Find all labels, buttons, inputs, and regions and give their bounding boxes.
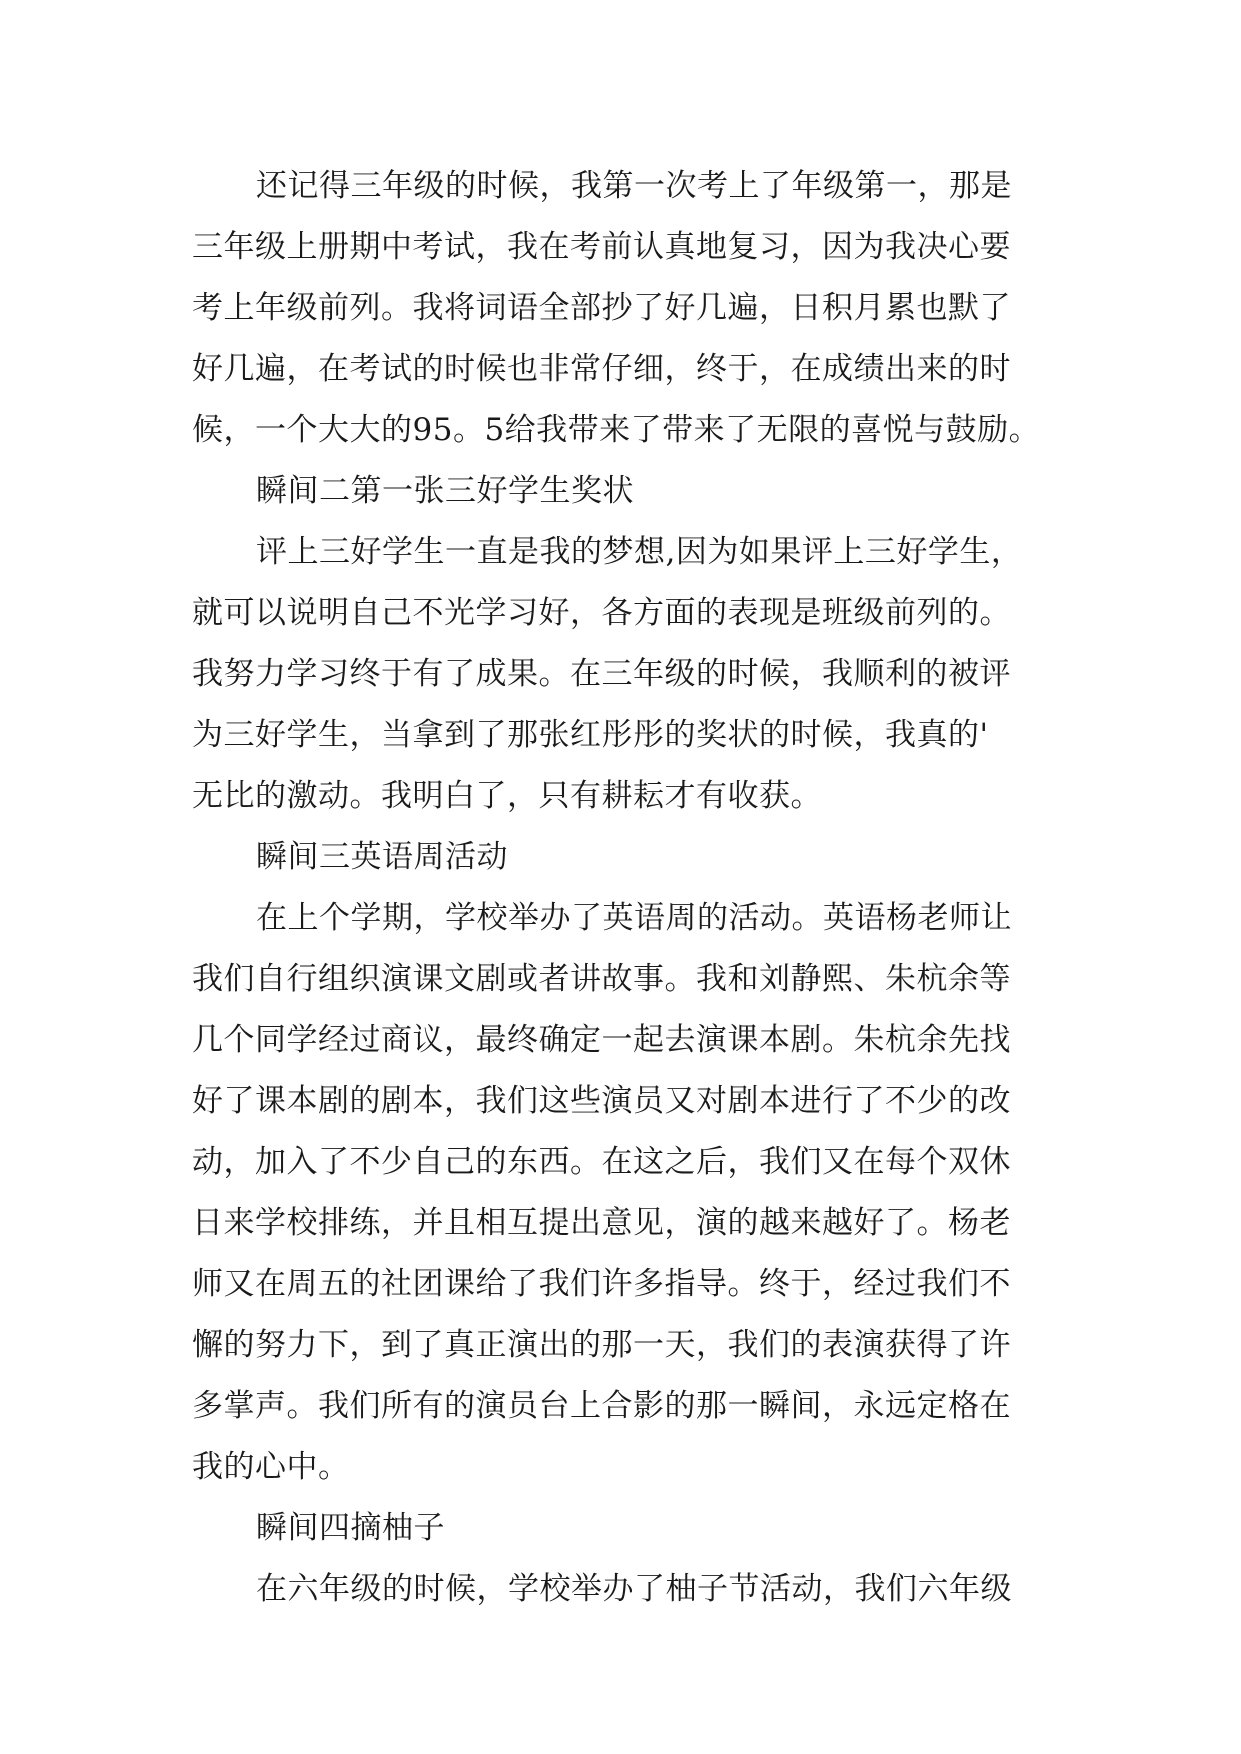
section-heading: 瞬间三英语周活动 bbox=[256, 839, 508, 875]
paragraph-line: 我们自行组织演课文剧或者讲故事。我和刘静熙、朱杭余等 bbox=[192, 961, 1011, 997]
section-heading: 瞬间四摘柚子 bbox=[256, 1510, 445, 1546]
paragraph-line: 无比的激动。我明白了，只有耕耘才有收获。 bbox=[192, 778, 822, 814]
document-body bbox=[192, 156, 1072, 1620]
paragraph-line: 考上年级前列。我将词语全部抄了好几遍，日积月累也默了 bbox=[192, 290, 1011, 326]
paragraph-line: 三年级上册期中考试，我在考前认真地复习，因为我决心要 bbox=[192, 229, 1011, 265]
section-heading: 瞬间二第一张三好学生奖状 bbox=[256, 473, 634, 509]
paragraph-line: 几个同学经过商议，最终确定一起去演课本剧。朱杭余先找 bbox=[192, 1022, 1011, 1058]
paragraph-line: 就可以说明自己不光学习好，各方面的表现是班级前列的。 bbox=[192, 595, 1011, 631]
paragraph-line: 懈的努力下，到了真正演出的那一天，我们的表演获得了许 bbox=[192, 1327, 1011, 1363]
paragraph-line: 师又在周五的社团课给了我们许多指导。终于，经过我们不 bbox=[192, 1266, 1011, 1302]
paragraph-line: 在六年级的时候，学校举办了柚子节活动，我们六年级 bbox=[256, 1571, 1012, 1607]
paragraph-line: 好了课本剧的剧本，我们这些演员又对剧本进行了不少的改 bbox=[192, 1083, 1011, 1119]
paragraph-line: 还记得三年级的时候，我第一次考上了年级第一，那是 bbox=[256, 168, 1012, 204]
paragraph-line: 我的心中。 bbox=[192, 1449, 350, 1485]
paragraph-line: 评上三好学生一直是我的梦想,因为如果评上三好学生， bbox=[256, 534, 1023, 570]
paragraph-line: 动，加入了不少自己的东西。在这之后，我们又在每个双休 bbox=[192, 1144, 1011, 1180]
paragraph-line: 日来学校排练，并且相互提出意见，演的越来越好了。杨老 bbox=[192, 1205, 1011, 1241]
paragraph-line: 多掌声。我们所有的演员台上合影的那一瞬间，永远定格在 bbox=[192, 1388, 1011, 1424]
paragraph-line: 好几遍，在考试的时候也非常仔细，终于，在成绩出来的时 bbox=[192, 351, 1011, 387]
paragraph-line: 在上个学期，学校举办了英语周的活动。英语杨老师让 bbox=[256, 900, 1012, 936]
paragraph-line: 候，一个大大的95。5给我带来了带来了无限的喜悦与鼓励。 bbox=[192, 412, 1041, 448]
paragraph-line: 为三好学生，当拿到了那张红彤彤的奖状的时候，我真的' bbox=[192, 717, 989, 753]
paragraph-line: 我努力学习终于有了成果。在三年级的时候，我顺利的被评 bbox=[192, 656, 1011, 692]
